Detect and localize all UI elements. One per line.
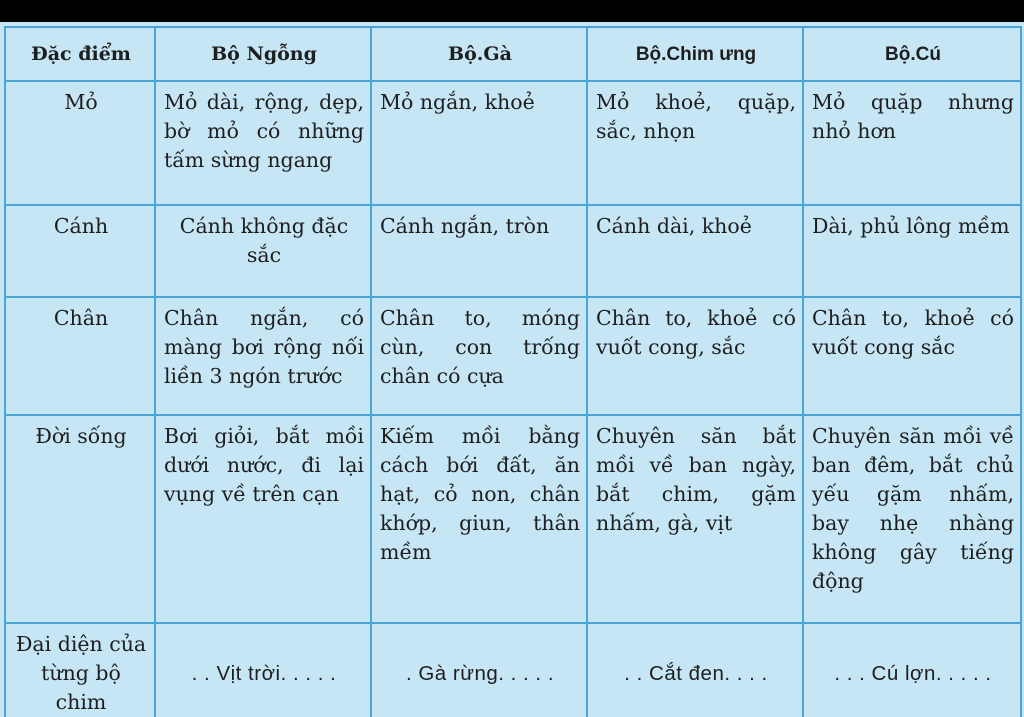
top-black-bar	[0, 0, 1024, 22]
row-beak	[5, 81, 1021, 205]
cell-leg-owl: Chân to, khoẻ có vuốt cong sắc	[803, 297, 1021, 415]
bird-orders-table	[4, 26, 1022, 717]
cell-life-owl: Chuyên săn mồi về ban đêm, bắt chủ yếu gặm nhấm, bay nhẹ nhàng không gây tiếng động	[803, 415, 1021, 623]
row-label-beak: Mỏ	[5, 81, 155, 205]
row-life	[5, 415, 1021, 623]
cell-beak-goose: Mỏ dài, rộng, dẹp, bờ mỏ có những tấm sừng ngang	[155, 81, 371, 205]
cell-life-goose: Bơi giỏi, bắt mồi dưới nước, đi lại vụng về trên cạn	[155, 415, 371, 623]
cell-rep-goose: . . Vịt trời. . . . .	[155, 623, 371, 717]
row-leg	[5, 297, 1021, 415]
cell-life-hawk: Chuyên săn bắt mồi về ban ngày, bắt chim, gặm nhấm, gà, vịt	[587, 415, 803, 623]
row-label-representative: Đại diện của từng bộ chim	[5, 623, 155, 717]
cell-beak-chicken: Mỏ ngắn, khoẻ	[371, 81, 587, 205]
cell-beak-owl: Mỏ quặp nhưng nhỏ hơn	[803, 81, 1021, 205]
header-row	[5, 27, 1021, 81]
cell-leg-chicken: Chân to, móng cùn, con trống chân có cựa	[371, 297, 587, 415]
cell-leg-hawk: Chân to, khoẻ có vuốt cong, sắc	[587, 297, 803, 415]
row-label-leg: Chân	[5, 297, 155, 415]
header-feature: Đặc điểm	[5, 27, 155, 81]
cell-rep-owl: . . . Cú lợn. . . . .	[803, 623, 1021, 717]
row-label-life: Đời sống	[5, 415, 155, 623]
cell-wing-hawk: Cánh dài, khoẻ	[587, 205, 803, 297]
cell-wing-goose: Cánh không đặc sắc	[155, 205, 371, 297]
header-hawk: Bộ.Chim ưng	[587, 27, 803, 81]
row-representative	[5, 623, 1021, 717]
cell-beak-hawk: Mỏ khoẻ, quặp, sắc, nhọn	[587, 81, 803, 205]
cell-leg-goose: Chân ngắn, có màng bơi rộng nối liền 3 ngón trước	[155, 297, 371, 415]
header-chicken: Bộ.Gà	[371, 27, 587, 81]
row-label-wing: Cánh	[5, 205, 155, 297]
cell-wing-owl: Dài, phủ lông mềm	[803, 205, 1021, 297]
header-owl: Bộ.Cú	[803, 27, 1021, 81]
row-wing	[5, 205, 1021, 297]
cell-rep-hawk: . . Cắt đen. . . .	[587, 623, 803, 717]
cell-rep-chicken: . Gà rừng. . . . .	[371, 623, 587, 717]
header-goose: Bộ Ngỗng	[155, 27, 371, 81]
cell-life-chicken: Kiếm mồi bằng cách bới đất, ăn hạt, cỏ non, chân khớp, giun, thân mềm	[371, 415, 587, 623]
cell-wing-chicken: Cánh ngắn, tròn	[371, 205, 587, 297]
